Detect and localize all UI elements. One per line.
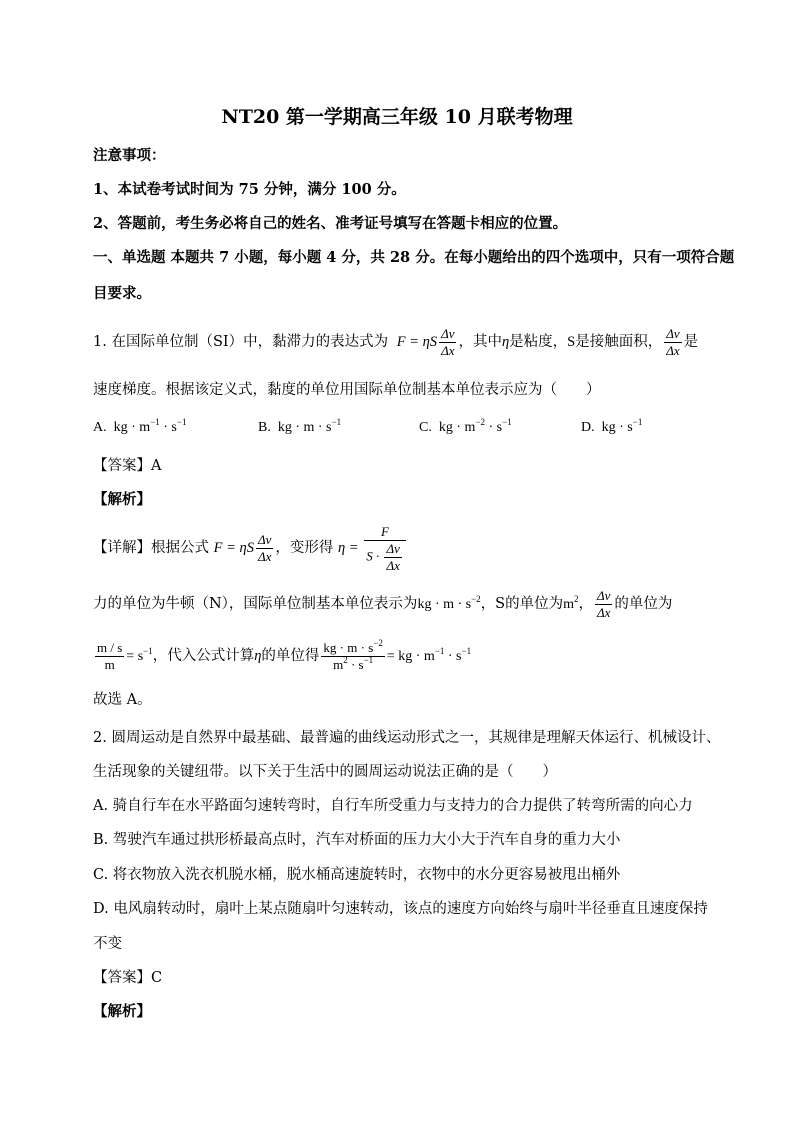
unit-result: $\frac{kg \cdot m \cdot s^{-2}}{m^2 \cdot s^{-1}}$ = kg · $m^{-1} \cdot s^{-1}$ bbox=[323, 638, 472, 673]
q1-analysis-label: 【解析】 bbox=[93, 491, 151, 508]
q1-conclusion: 故选 A。 bbox=[93, 692, 152, 708]
q1-stem-text-c: 是粘度， bbox=[509, 334, 568, 350]
symbol-eta: η bbox=[501, 334, 510, 350]
section-heading: 一、单选题 本题共 7 小题，每小题 4 分，共 28 分。在每小题给出的四个选项中，只有一项符合题 bbox=[93, 249, 735, 266]
q1-detail-3: $\frac{m / s}{m}$ = $s^{-1}$，代入公式计算η的单位得 $\frac{kg \cdot m \cdot s^{-2}}{m^2 \cdot s^{-1}}$ = kg · $m^{-1} \cdot s^{-1}$ bbox=[93, 636, 471, 677]
q2-option-a: A. 骑自行车在水平路面匀速转弯时，自行车所受重力与支持力的合力提供了转弯所需的向心力 bbox=[93, 798, 693, 814]
unit-area: $m^2$ bbox=[563, 594, 579, 612]
q2-stem-2: 生活现象的关键纽带。以下关于生活中的圆周运动说法正确的是（ ） bbox=[93, 764, 557, 780]
q1-detail-2: 力的单位为牛顿（N），国际单位制基本单位表示为kg · $m \cdot s^{-2}$，S的单位为$m^2$， $\frac{\Delta v}{\Delta x}$ 的单位为 bbox=[93, 587, 673, 620]
unit-gradient: $\frac{m / s}{m}$ = $s^{-1}$ bbox=[97, 640, 153, 673]
q1-stem-text-e: 是 bbox=[683, 334, 699, 350]
q1-detail: 【详解】根据公式 F = ηS $\frac{\Delta v}{\Delta x}$ ，变形得 η = F S · $\frac{\Delta v}{\Delta x}$ bbox=[93, 520, 408, 576]
q1-option-a: A. kg · $m^{-1} \cdot s^{-1}$ bbox=[93, 417, 187, 435]
q1-option-d: D. kg · $s^{-1}$ bbox=[581, 417, 643, 435]
q1-stem bbox=[93, 324, 698, 360]
q2-option-c: C. 将衣物放入洗衣机脱水桶，脱水桶高速旋转时，衣物中的水分更容易被甩出桶外 bbox=[93, 867, 621, 883]
q2-stem-1: 2. 圆周运动是自然界中最基础、最普遍的曲线运动形式之一，其规律是理解天体运行、机械设计、 bbox=[93, 730, 721, 746]
notice-heading: 注意事项： bbox=[93, 147, 166, 164]
formula-velocity-gradient: $\frac{\Delta v}{\Delta x}$ bbox=[666, 325, 680, 358]
q2-option-d: D. 电风扇转动时，扇叶上某点随扇叶匀速转动，该点的速度方向始终与扇叶半径垂直且速度保持 bbox=[93, 901, 708, 917]
q2-analysis-label: 【解析】 bbox=[93, 1003, 151, 1020]
q1-option-c: C. kg · $m^{-2} \cdot s^{-1}$ bbox=[419, 417, 512, 435]
symbol-eta-2: η bbox=[254, 648, 262, 664]
q1-answer: 【答案】A bbox=[93, 458, 162, 474]
q1-stem-text-b: ，其中 bbox=[458, 334, 502, 350]
q1-stem-text-a: 1. 在国际单位制（SI）中，黏滞力的表达式为 bbox=[93, 334, 389, 350]
q1-stem-line2: 速度梯度。根据该定义式，黏度的单位用国际单位制基本单位表示应为（ ） bbox=[93, 382, 601, 398]
formula-force: F = ηS $\frac{\Delta v}{\Delta x}$ bbox=[213, 532, 272, 565]
symbol-s: S bbox=[567, 334, 576, 350]
formula-velocity-gradient-2: $\frac{\Delta v}{\Delta x}$ bbox=[597, 587, 611, 620]
page-title: NT20 第一学期高三年级 10 月联考物理 bbox=[221, 106, 573, 128]
notice-item-2: 2、答题前，考生务必将自己的姓名、准考证号填写在答题卡相应的位置。 bbox=[93, 215, 568, 232]
q1-stem-text-d: 是接触面积， bbox=[575, 334, 663, 350]
notice-item-1: 1、本试卷考试时间为 75 分钟，满分 100 分。 bbox=[93, 181, 406, 198]
formula-viscous-force: F = ηS $\frac{\Delta v}{\Delta x}$ bbox=[396, 326, 455, 359]
q2-option-b: B. 驾驶汽车通过拱形桥最高点时，汽车对桥面的压力大小大于汽车自身的重力大小 bbox=[93, 832, 621, 848]
formula-eta: η = F S · $\frac{\Delta v}{\Delta x}$ bbox=[338, 540, 408, 556]
q1-option-b: B. kg · $m \cdot s^{-1}$ bbox=[258, 417, 342, 435]
section-heading-cont: 目要求。 bbox=[93, 285, 151, 302]
unit-newton: kg · $m \cdot s^{-2}$ bbox=[417, 594, 481, 612]
q2-answer: 【答案】C bbox=[93, 970, 163, 986]
q2-option-d-cont: 不变 bbox=[93, 936, 122, 952]
